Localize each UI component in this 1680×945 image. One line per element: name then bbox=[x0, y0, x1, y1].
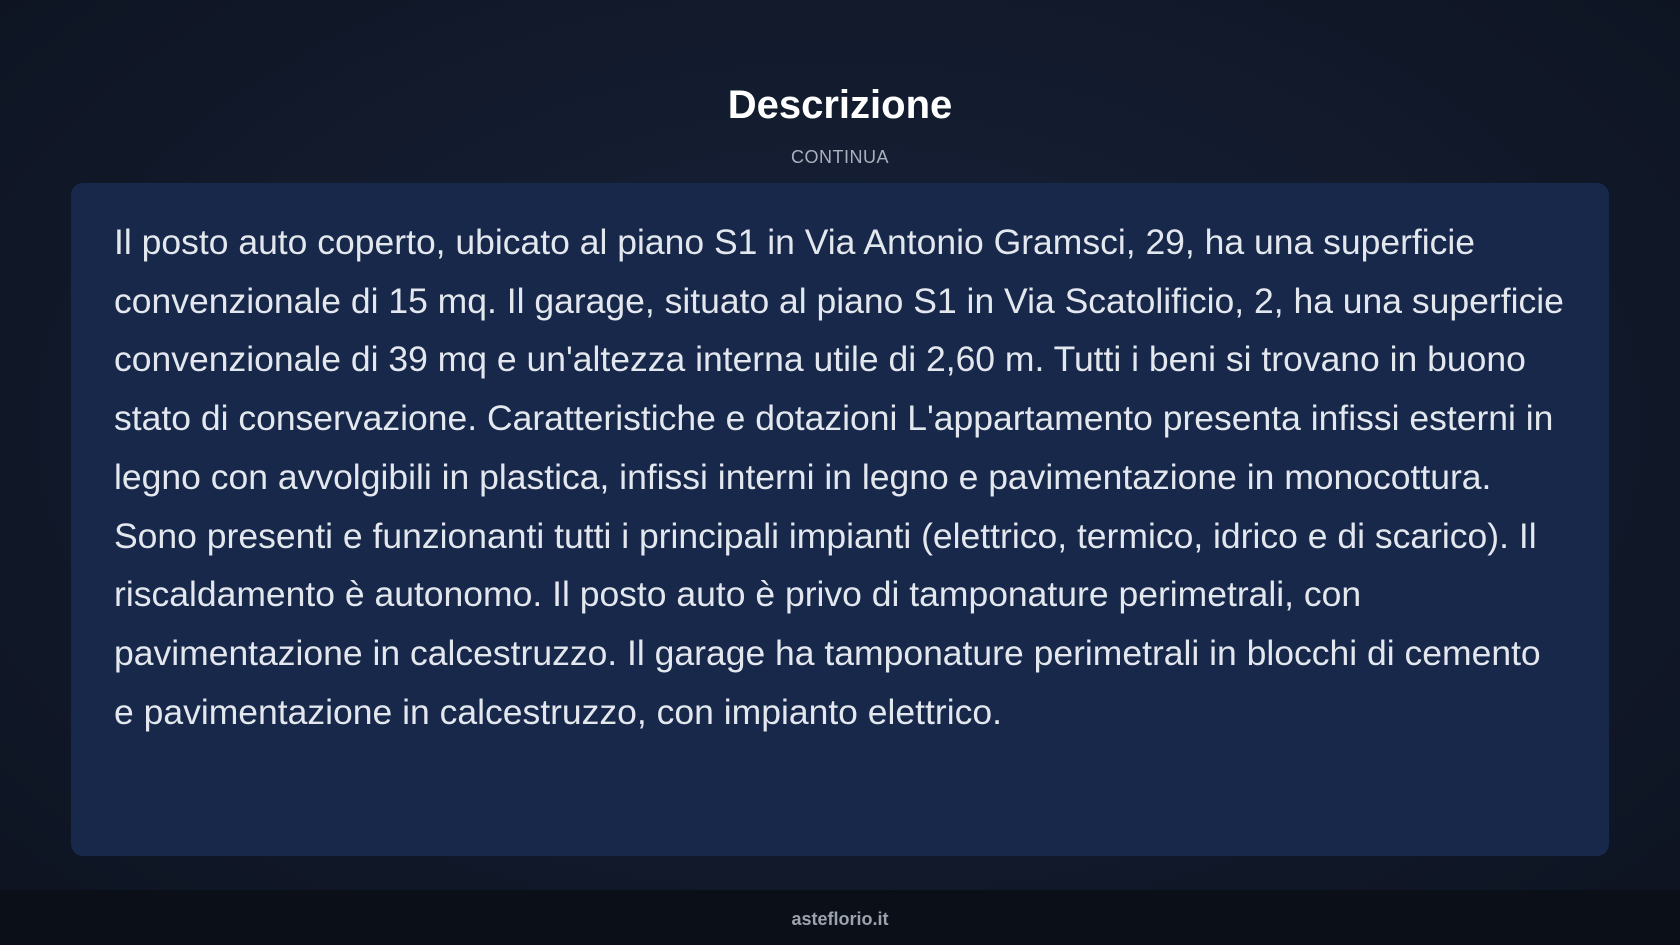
description-text: Il posto auto coperto, ubicato al piano S1 in Via Antonio Gramsci, 29, ha una superficie convenzionale di 15 mq. Il garage, situato al piano S1 in Via Scatolificio, 2, ha una superficie convenzionale di 39 mq e un'altezza interna utile di 2,60 m. Tutti i beni si trovano in buono stato di conservazione. Caratteristiche e dotazioni L'appartamento presenta infissi esterni in legno con avvolgibili in plastica, infissi interni in legno e pavimentazione in monocottura. Sono presenti e funzionanti tutti i principali impianti (elettrico, termico, idrico e di scarico). Il riscaldamento è autonomo. Il posto auto è privo di tamponature perimetrali, con pavimentazione in calcestruzzo. Il garage ha tamponature perimetrali in blocchi di cemento e pavimentazione in calcestruzzo, con impianto elettrico. bbox=[114, 222, 1564, 732]
footer-bar bbox=[0, 890, 1680, 945]
footer-site-name: asteflorio.it bbox=[791, 909, 889, 929]
continue-link[interactable]: CONTINUA bbox=[791, 147, 889, 167]
page-title: Descrizione bbox=[727, 83, 953, 127]
description-card bbox=[71, 183, 1609, 856]
